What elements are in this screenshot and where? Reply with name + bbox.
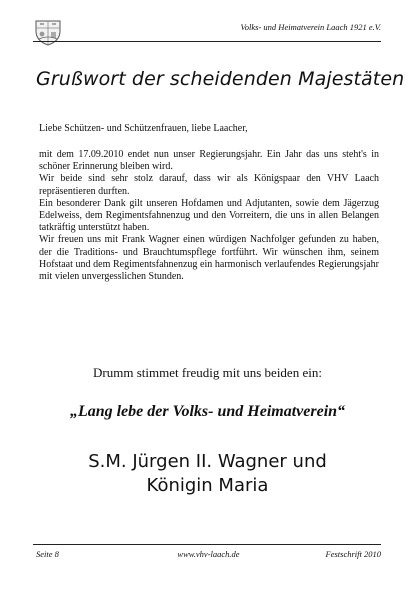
footer-divider [33,544,381,545]
header-title: Volks- und Heimatverein Laach 1921 e.V. [240,22,381,32]
motto: „Lang lebe der Volks- und Heimatverein“ [69,403,346,420]
paragraph: Wir freuen uns mit Frank Wagner einen würdigen Nachfolger gefunden zu haben, der die Traditions- und Brauchtumspflege fortführt. Wir wünschen ihm, seinem Hofstaat und dem Regimentsfahnenzug ein harmonisch verlaufendes Regierungsjahr mit vielen unvergesslichen Stunden. [39,234,379,283]
website-link[interactable]: www.vhv-laach.de [177,549,240,559]
signature-line-1: S.M. Jürgen II. Wagner und [88,451,327,472]
paragraph: Wir beide sind sehr stolz darauf, dass wir als Königspaar den VHV Laach repräsentieren durften. [39,173,379,197]
signature [0,450,415,498]
greeting: Liebe Schützen- und Schützenfrauen, liebe Laacher, [39,123,248,134]
publication-name: Festschrift 2010 [325,549,381,559]
call-to-action: Drumm stimmet freudig mit uns beiden ein: [93,365,322,380]
paragraph: mit dem 17.09.2010 endet nun unser Regierungsjahr. Ein Jahr das uns steht's in schöner Erinnerung bleiben wird. [39,149,379,173]
header-divider [33,41,381,42]
page-number: Seite 8 [36,549,59,559]
paragraph: Ein besonderer Dank gilt unseren Hofdamen und Adjutanten, sowie dem Jägerzug Edelweiss, dem Regimentsfahnenzug und den Vorreitern, die uns in allen Belangen tatkräftig unterstützt haben. [39,197,379,234]
page-header [33,18,381,48]
signature-line-2: Königin Maria [146,475,269,496]
page-title: Grußwort der scheidenden Majestäten [36,68,405,90]
body-paragraphs [39,149,379,283]
